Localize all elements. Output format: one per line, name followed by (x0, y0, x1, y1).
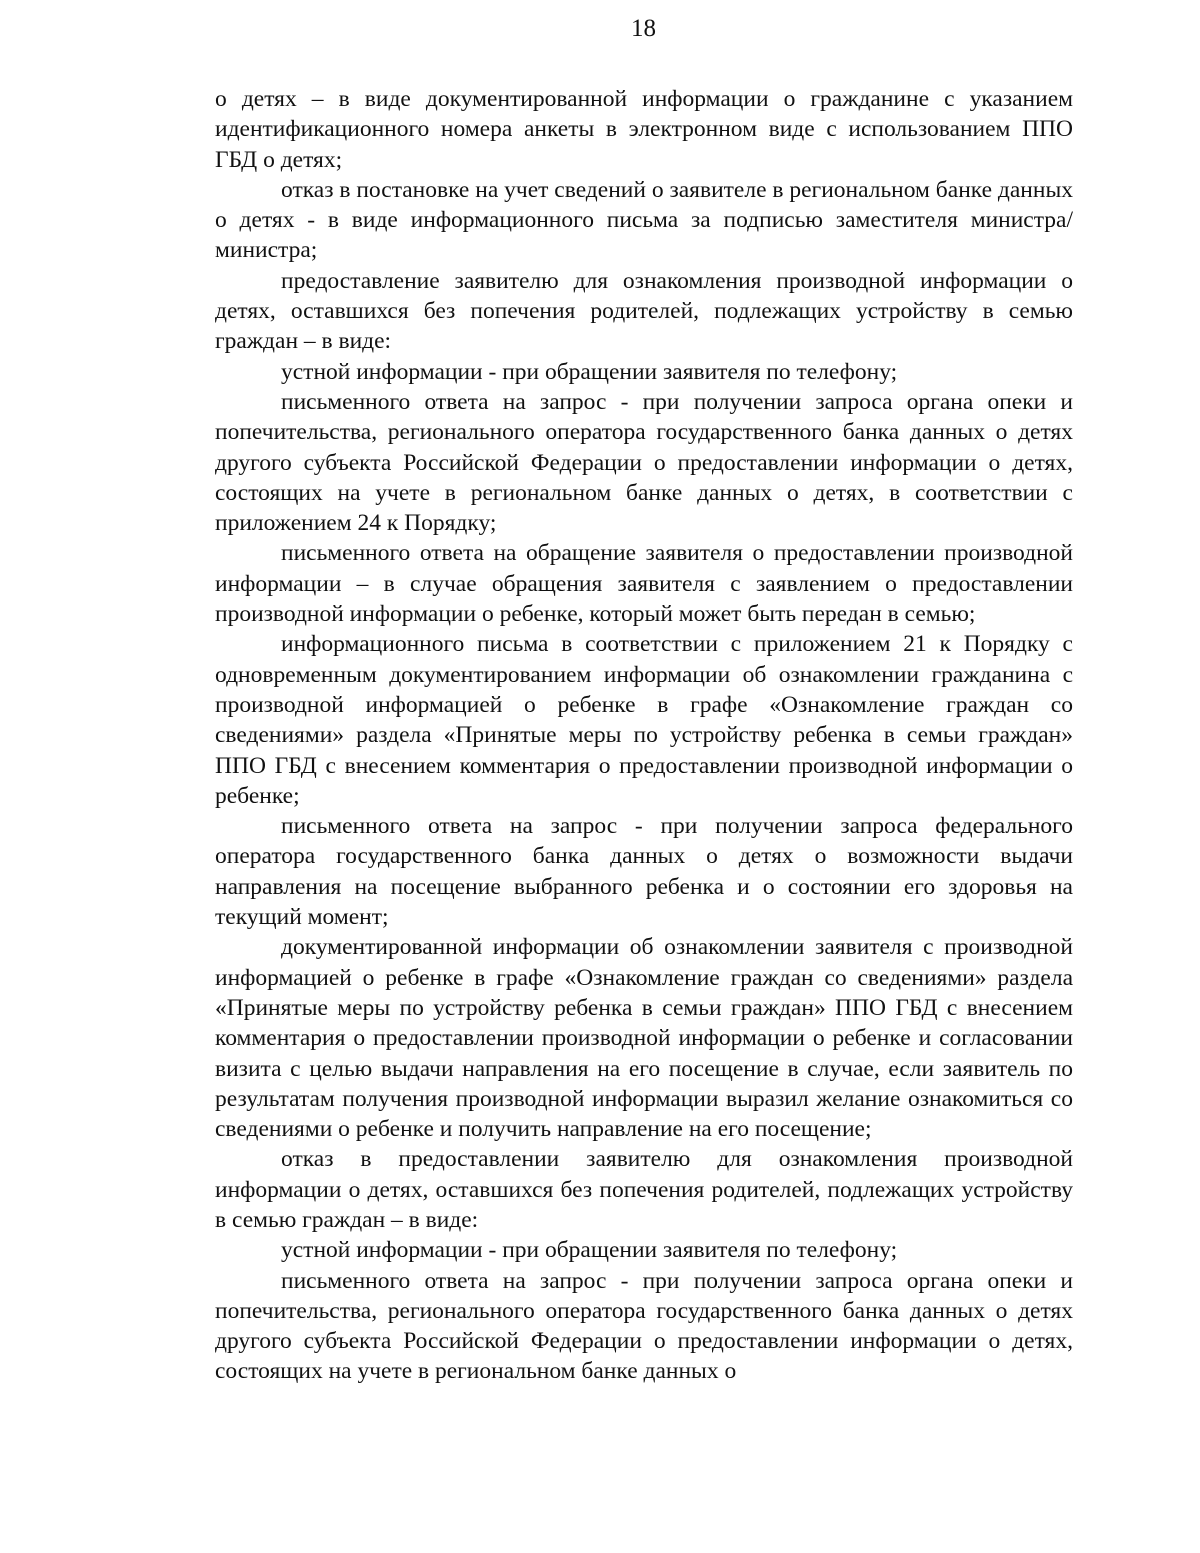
paragraph: о детях – в виде документированной информации о гражданине с указанием идентификационного номера анкеты в электронном виде с использованием ППО ГБД о детях; (215, 86, 1073, 173)
paragraph: отказ в предоставлении заявителю для ознакомления производной информации о детях, оставшихся без попечения родителей, подлежащих устройству в семью граждан – в виде: (215, 1146, 1073, 1233)
document-body (215, 84, 1073, 1387)
paragraph: информационного письма в соответствии с приложением 21 к Порядку с одновременным документированием информации об ознакомлении гражданина с производной информацией о ребенке в графе «Ознакомление граждан со сведениями» раздела «Принятые меры по устройству ребенка в семьи граждан» ППО ГБД с внесением комментария о предоставлении производной информации о ребенке; (215, 631, 1073, 809)
paragraph: предоставление заявителю для ознакомления производной информации о детях, оставшихся без попечения родителей, подлежащих устройству в семью граждан – в виде: (215, 267, 1073, 355)
paragraph: устной информации - при обращении заявителя по телефону; (281, 358, 898, 385)
paragraph: письменного ответа на запрос - при получении запроса федерального оператора государственного банка данных о детях о возможности выдачи направления на посещение выбранного ребенка и о состоянии его здоровья на текущий момент; (215, 813, 1073, 931)
paragraph: устной информации - при обращении заявителя по телефону; (281, 1237, 898, 1264)
paragraph: документированной информации об ознакомлении заявителя с производной информацией о ребенке в графе «Ознакомление граждан со сведениями» раздела «Принятые меры по устройству ребенка в семьи граждан» ППО ГБД с внесением комментария о предоставлении производной информации о ребенке и согласовании визита с целью выдачи направления на его посещение в случае, если заявитель по результатам получения производной информации выразил желание ознакомиться со сведениями о ребенке и получить направление на его посещение; (215, 934, 1073, 1143)
paragraph: письменного ответа на запрос - при получении запроса органа опеки и попечительства, регионального оператора государственного банка данных о детях другого субъекта Российской Федерации о предоставлении информации о детях, состоящих на учете в региональном банке данных о детях, в соответствии с приложением 24 к Порядку; (215, 388, 1073, 537)
paragraph: письменного ответа на обращение заявителя о предоставлении производной информации – в случае обращения заявителя с заявлением о предоставлении производной информации о ребенке, который может быть передан в семью; (215, 540, 1073, 628)
paragraph: письменного ответа на запрос - при получении запроса органа опеки и попечительства, регионального оператора государственного банка данных о детях другого субъекта Российской Федерации о предоставлении информации о детях, состоящих на учете в региональном банке данных о (215, 1267, 1073, 1385)
paragraph: отказ в постановке на учет сведений о заявителе в региональном банке данных о детях - в виде информационного письма за подписью заместителя министра/министра; (215, 176, 1073, 264)
page-number: 18 (631, 15, 656, 42)
